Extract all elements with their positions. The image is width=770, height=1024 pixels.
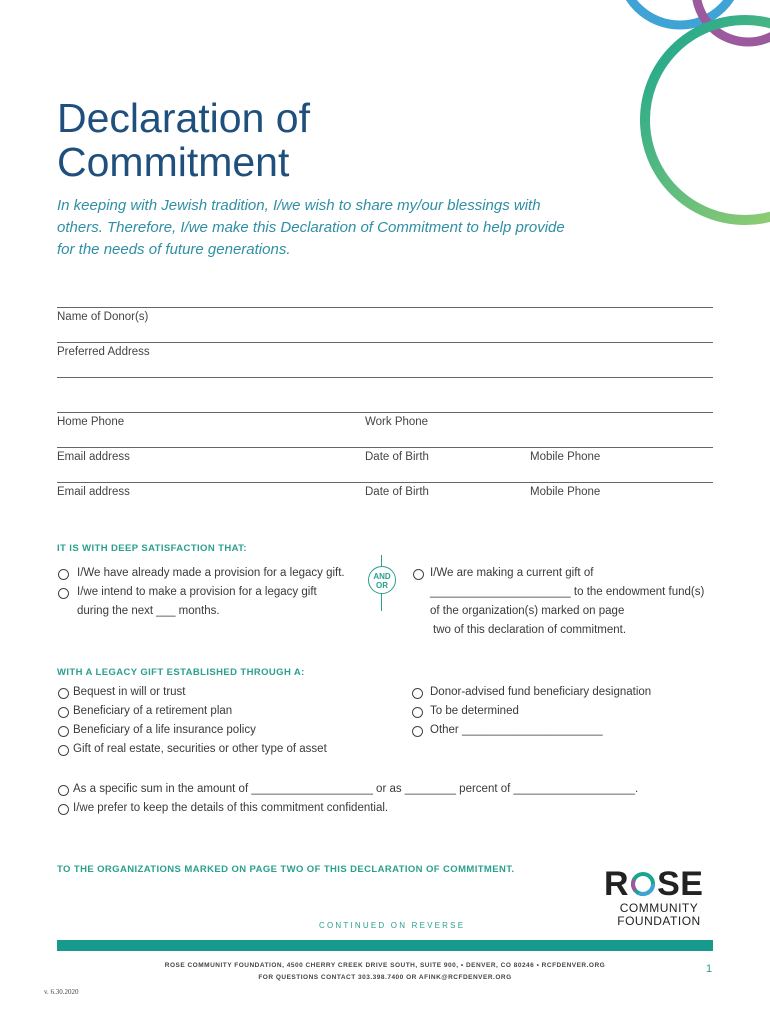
work-phone-label: Work Phone <box>365 416 429 428</box>
footer-bar <box>57 940 713 951</box>
version-label: v. 6.30.2020 <box>44 988 79 996</box>
bequest-radio[interactable] <box>58 688 69 699</box>
page-number: 1 <box>706 963 713 975</box>
confidential-radio[interactable] <box>58 804 69 815</box>
current-gift-line-4: two of this declaration of commitment. <box>433 624 627 636</box>
dob-label-2: Date of Birth <box>365 486 429 498</box>
intro-text: In keeping with Jewish tradition, I/we wish to share my/our blessings with others. Therefore, I/we make this Declaration of Commitment to help provide for the needs of future generations. <box>57 197 565 258</box>
satisfaction-heading: IT IS WITH DEEP SATISFACTION THAT: <box>57 543 247 554</box>
logo-community: COMMUNITY <box>619 901 699 915</box>
logo-se: SE <box>657 865 704 903</box>
email-label-1: Email address <box>57 451 130 463</box>
logo-r: R <box>604 865 630 903</box>
contact-input-row-1[interactable] <box>57 447 713 448</box>
preferred-address-label: Preferred Address <box>57 346 150 358</box>
donor-advised-label: Donor-advised fund beneficiary designation <box>430 686 652 698</box>
bequest-label: Bequest in will or trust <box>73 686 186 698</box>
other-radio[interactable] <box>412 726 423 737</box>
retirement-plan-label: Beneficiary of a retirement plan <box>73 705 233 717</box>
real-estate-radio[interactable] <box>58 745 69 756</box>
specific-sum-radio[interactable] <box>58 785 69 796</box>
other-label: Other ______________________ <box>430 724 603 736</box>
title-line-2: Commitment <box>57 139 290 185</box>
donor-advised-radio[interactable] <box>412 688 423 699</box>
specific-sum-label: As a specific sum in the amount of ___________________ or as ________ percent of ___________________. <box>73 783 639 795</box>
mobile-label-2: Mobile Phone <box>530 486 601 498</box>
to-be-determined-label: To be determined <box>430 705 519 717</box>
home-phone-label: Home Phone <box>57 416 125 428</box>
intend-provision-months: during the next ___ months. <box>77 605 220 617</box>
real-estate-label: Gift of real estate, securities or other type of asset <box>73 743 327 755</box>
already-provision-radio[interactable] <box>58 569 69 580</box>
contact-input-row-2[interactable] <box>57 482 713 483</box>
life-insurance-radio[interactable] <box>58 726 69 737</box>
or-text: OR <box>376 581 388 590</box>
confidential-label: I/we prefer to keep the details of this commitment confidential. <box>73 802 389 814</box>
email-label-2: Email address <box>57 486 130 498</box>
to-be-determined-radio[interactable] <box>412 707 423 718</box>
mobile-label-1: Mobile Phone <box>530 451 601 463</box>
legacy-heading: WITH A LEGACY GIFT ESTABLISHED THROUGH A: <box>57 667 305 678</box>
footer-contact: FOR QUESTIONS CONTACT 303.398.7400 OR AFINK@RCFDENVER.ORG <box>258 974 512 981</box>
current-gift-radio[interactable] <box>413 569 424 580</box>
current-gift-label: I/We are making a current gift of <box>430 567 594 579</box>
current-gift-amount-line: ______________________ to the endowment fund(s) <box>430 586 705 598</box>
address-line-2-input[interactable] <box>57 377 713 378</box>
life-insurance-label: Beneficiary of a life insurance policy <box>73 724 256 736</box>
page-title <box>57 96 310 184</box>
organizations-note: TO THE ORGANIZATIONS MARKED ON PAGE TWO OF THIS DECLARATION OF COMMITMENT. <box>57 864 515 875</box>
logo-foundation: FOUNDATION <box>617 914 701 928</box>
donor-name-input[interactable] <box>57 307 713 308</box>
and-or-badge <box>368 566 396 594</box>
continued-on-reverse: CONTINUED ON REVERSE <box>319 921 466 930</box>
donor-name-label: Name of Donor(s) <box>57 311 149 323</box>
and-text: AND <box>373 572 391 581</box>
decorative-rings <box>620 0 770 240</box>
logo-o-rings-icon <box>630 871 656 897</box>
already-provision-label: I/We have already made a provision for a legacy gift. <box>77 567 345 579</box>
intend-provision-radio[interactable] <box>58 588 69 599</box>
phone-input-row[interactable] <box>57 412 713 413</box>
current-gift-line-3: of the organization(s) marked on page <box>430 605 625 617</box>
footer-address: ROSE COMMUNITY FOUNDATION, 4500 CHERRY CREEK DRIVE SOUTH, SUITE 900, • DENVER, CO 80246 • RCFDENVER.ORG <box>164 962 606 969</box>
title-line-1: Declaration of <box>57 95 310 141</box>
preferred-address-input[interactable] <box>57 342 713 343</box>
rose-community-foundation-logo <box>604 866 714 928</box>
dob-label-1: Date of Birth <box>365 451 429 463</box>
intend-provision-label: I/we intend to make a provision for a legacy gift <box>77 586 317 598</box>
logo-wordmark <box>604 866 714 902</box>
retirement-plan-radio[interactable] <box>58 707 69 718</box>
